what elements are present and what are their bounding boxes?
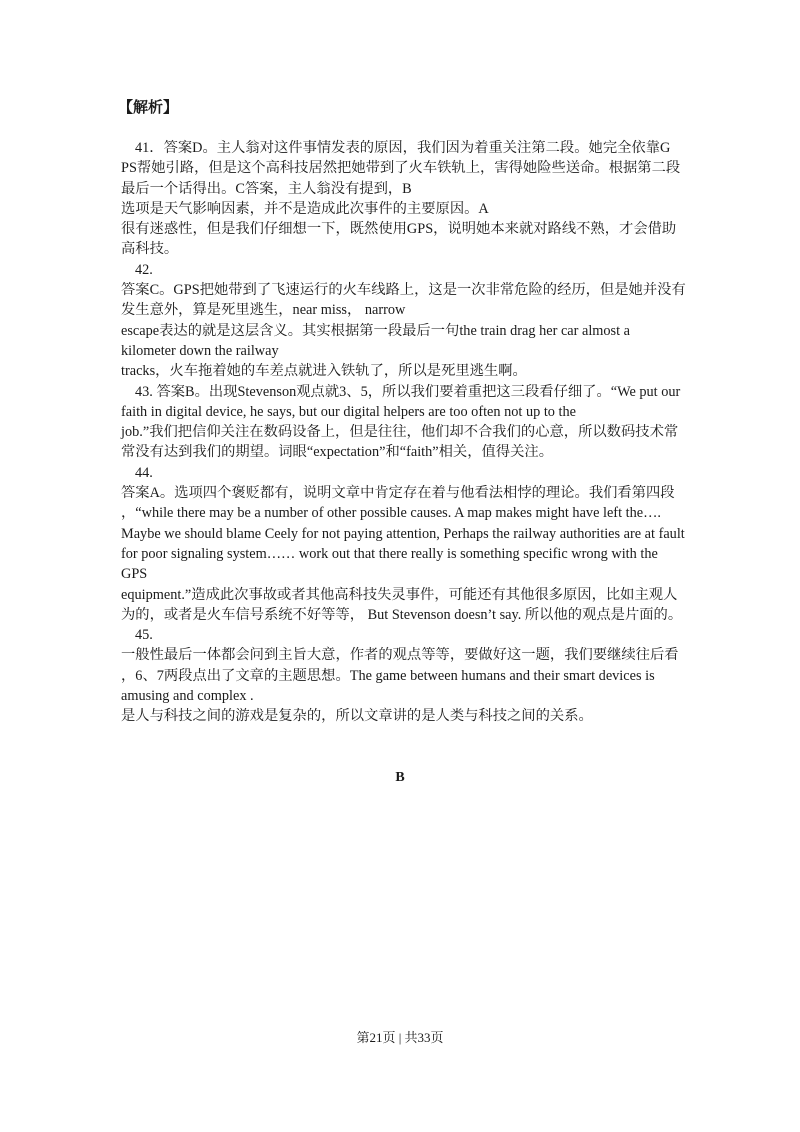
answer-label: B (395, 770, 405, 785)
text-line: 42. (135, 261, 153, 278)
text-line: GPS (121, 566, 148, 583)
text-line: 常没有达到我们的期望。词眼“expectation”和“faith”相关，值得关注。 (121, 444, 554, 461)
text-line: escape表达的就是这层含义。其实根据第一段最后一句the train drag her car almost a (121, 322, 631, 339)
text-line: 为的，或者是火车信号系统不好等等， But Stevenson doesn’t say. 所以他的观点是片面的。 (121, 606, 683, 623)
text-line: 41．答案D。主人翁对这件事情发表的原因，我们因为着重关注第二段。她完全依靠G (135, 140, 671, 156)
text-line: 答案C。GPS把她带到了飞速运行的火车线路上，这是一次非常危险的经历，但是她并没有 (121, 282, 686, 299)
analysis-body (121, 138, 691, 727)
text-line: kilometer down the railway (121, 342, 279, 359)
text-line: equipment.”造成此次事故或者其他高科技失灵事件，可能还有其他很多原因，比如主观人 (121, 586, 678, 603)
text-line: 答案A。选项四个褒贬都有，说明文章中肯定存在着与他看法相悖的理论。我们看第四段 (121, 485, 675, 502)
text-line: for poor signaling system…… work out that there really is something specific wrong with the (121, 545, 658, 562)
text-line: 是人与科技之间的游戏是复杂的，所以文章讲的是人类与科技之间的关系。 (121, 708, 593, 725)
text-line: tracks，火车拖着她的车差点就进入铁轨了，所以是死里逃生啊。 (121, 363, 527, 380)
text-line: ，6、7两段点出了文章的主题思想。The game between humans and their smart devices is (121, 667, 655, 684)
text-line: 高科技。 (121, 241, 179, 258)
text-line: job.”我们把信仰关注在数码设备上，但是往往，他们却不合我们的心意，所以数码技术常 (121, 424, 679, 441)
text-line: ，“while there may be a number of other possible causes. A map makes might have left the…. (121, 505, 661, 522)
text-line: amusing and complex . (121, 688, 254, 705)
text-line: 选项是天气影响因素，并不是造成此次事件的主要原因。A (121, 200, 489, 217)
text-line: 44. (135, 464, 153, 481)
text-line: 发生意外，算是死里逃生，near miss， narrow (121, 302, 406, 319)
page-footer: 第21页 | 共33页 (356, 1030, 444, 1045)
text-line: faith in digital device, he says, but our digital helpers are too often not up to the (121, 403, 577, 420)
text-line: PS帮她引路，但是这个高科技居然把她带到了火车铁轨上，害得她险些送命。根据第二段 (121, 160, 681, 177)
text-line: Maybe we should blame Ceely for not paying attention, Perhaps the railway authorities are at fault (121, 525, 685, 542)
text-line: 43. 答案B。出现Stevenson观点就3、5，所以我们要着重把这三段看仔细了。“We put our (135, 383, 681, 400)
text-line: 45. (135, 627, 153, 644)
text-line: 最后一个话得出。C答案，主人翁没有提到，B (121, 180, 412, 197)
text-line: 一般性最后一体都会问到主旨大意，作者的观点等等，要做好这一题，我们要继续往后看 (121, 647, 679, 664)
section-heading: 【解析】 (118, 100, 179, 116)
text-line: 很有迷惑性，但是我们仔细想一下，既然使用GPS，说明她本来就对路线不熟，才会借助 (121, 221, 677, 238)
